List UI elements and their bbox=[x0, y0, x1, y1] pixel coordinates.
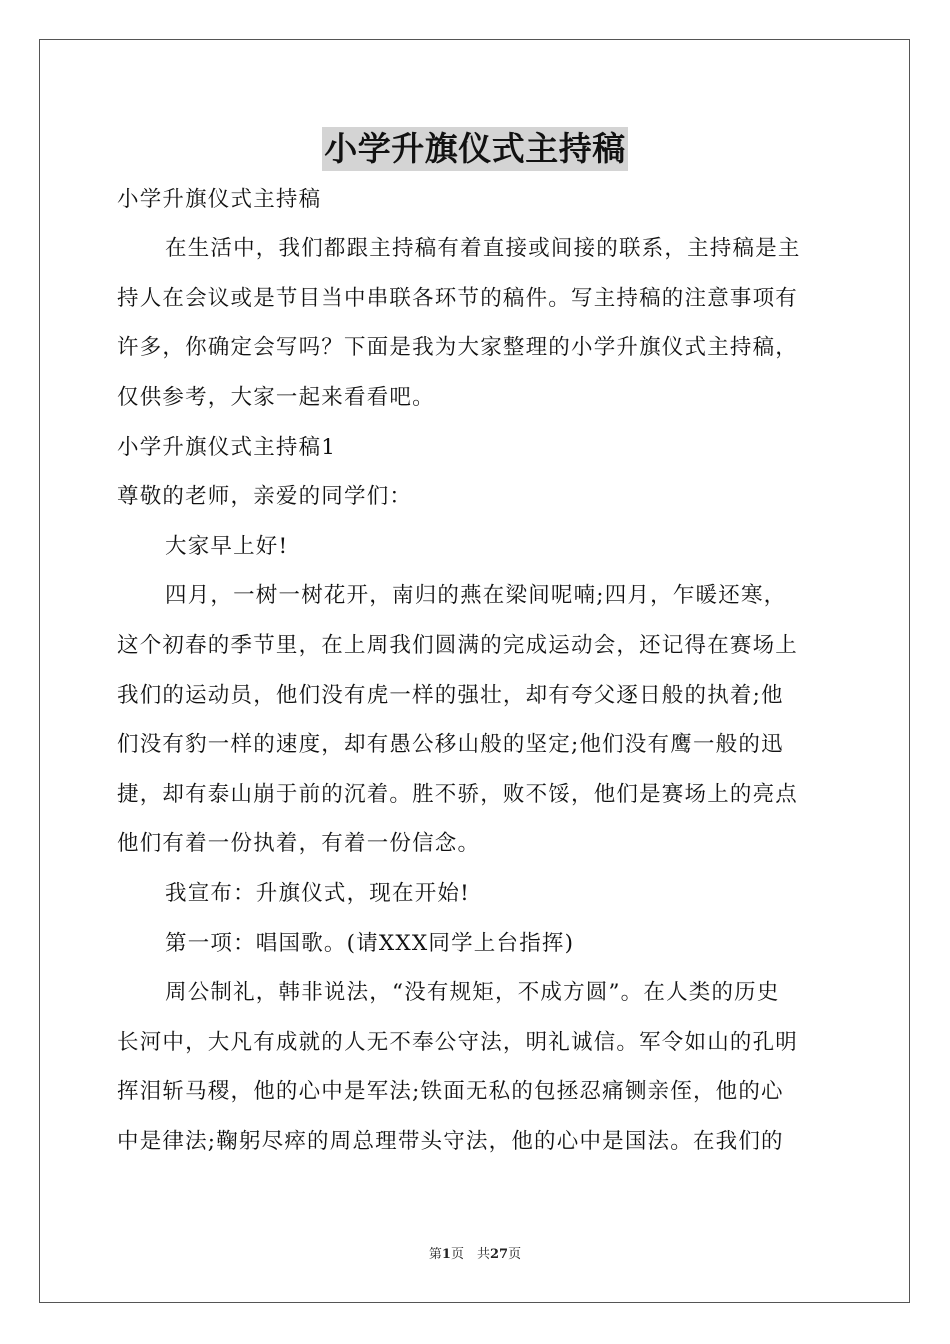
document-title: 小学升旗仪式主持稿 bbox=[322, 127, 628, 171]
paragraph-line: 大家早上好! bbox=[165, 534, 289, 559]
footer-suffix: 页 bbox=[508, 1247, 522, 1262]
paragraph-line: 第一项：唱国歌。(请XXX同学上台指挥) bbox=[165, 931, 575, 956]
section-heading: 小学升旗仪式主持稿1 bbox=[117, 435, 337, 460]
paragraph-line: 挥泪斩马稷，他的心中是军法;铁面无私的包拯忍痛铡亲侄，他的心 bbox=[117, 1079, 784, 1104]
footer-prefix: 第 bbox=[428, 1247, 442, 1262]
footer-current-page: 1 bbox=[441, 1247, 451, 1262]
paragraph-line: 我们的运动员，他们没有虎一样的强壮，却有夸父逐日般的执着;他 bbox=[117, 683, 784, 708]
paragraph-line: 这个初春的季节里，在上周我们圆满的完成运动会，还记得在赛场上 bbox=[117, 633, 799, 658]
paragraph-line: 中是律法;鞠躬尽瘁的周总理带头守法，他的心中是国法。在我们的 bbox=[117, 1129, 784, 1154]
page-footer bbox=[0, 1246, 950, 1264]
paragraph-line: 许多，你确定会写吗？下面是我为大家整理的小学升旗仪式主持稿， bbox=[117, 335, 799, 360]
paragraph-line: 长河中，大凡有成就的人无不奉公守法，明礼诚信。军令如山的孔明 bbox=[117, 1030, 799, 1055]
subtitle-line: 小学升旗仪式主持稿 bbox=[117, 187, 322, 212]
paragraph-line: 在生活中，我们都跟主持稿有着直接或间接的联系，主持稿是主 bbox=[165, 236, 801, 261]
title-container bbox=[0, 127, 950, 171]
paragraph-line: 仅供参考，大家一起来看看吧。 bbox=[117, 385, 435, 410]
page-border bbox=[39, 39, 910, 1303]
paragraph-line: 他们有着一份执着，有着一份信念。 bbox=[117, 831, 481, 856]
footer-middle: 页 共 bbox=[450, 1247, 490, 1262]
greeting-line: 尊敬的老师，亲爱的同学们： bbox=[117, 484, 413, 509]
paragraph-line: 捷，却有泰山崩于前的沉着。胜不骄，败不馁，他们是赛场上的亮点 bbox=[117, 782, 799, 807]
paragraph-line: 周公制礼，韩非说法，“没有规矩，不成方圆”。在人类的历史 bbox=[165, 980, 780, 1005]
paragraph-line: 持人在会议或是节目当中串联各环节的稿件。写主持稿的注意事项有 bbox=[117, 286, 799, 311]
footer-total-pages: 27 bbox=[489, 1247, 509, 1262]
paragraph-line: 四月，一树一树花开，南归的燕在梁间呢喃;四月，乍暖还寒， bbox=[165, 583, 787, 608]
paragraph-line: 们没有豹一样的速度，却有愚公移山般的坚定;他们没有鹰一般的迅 bbox=[117, 732, 784, 757]
paragraph-line: 我宣布：升旗仪式，现在开始! bbox=[165, 881, 470, 906]
